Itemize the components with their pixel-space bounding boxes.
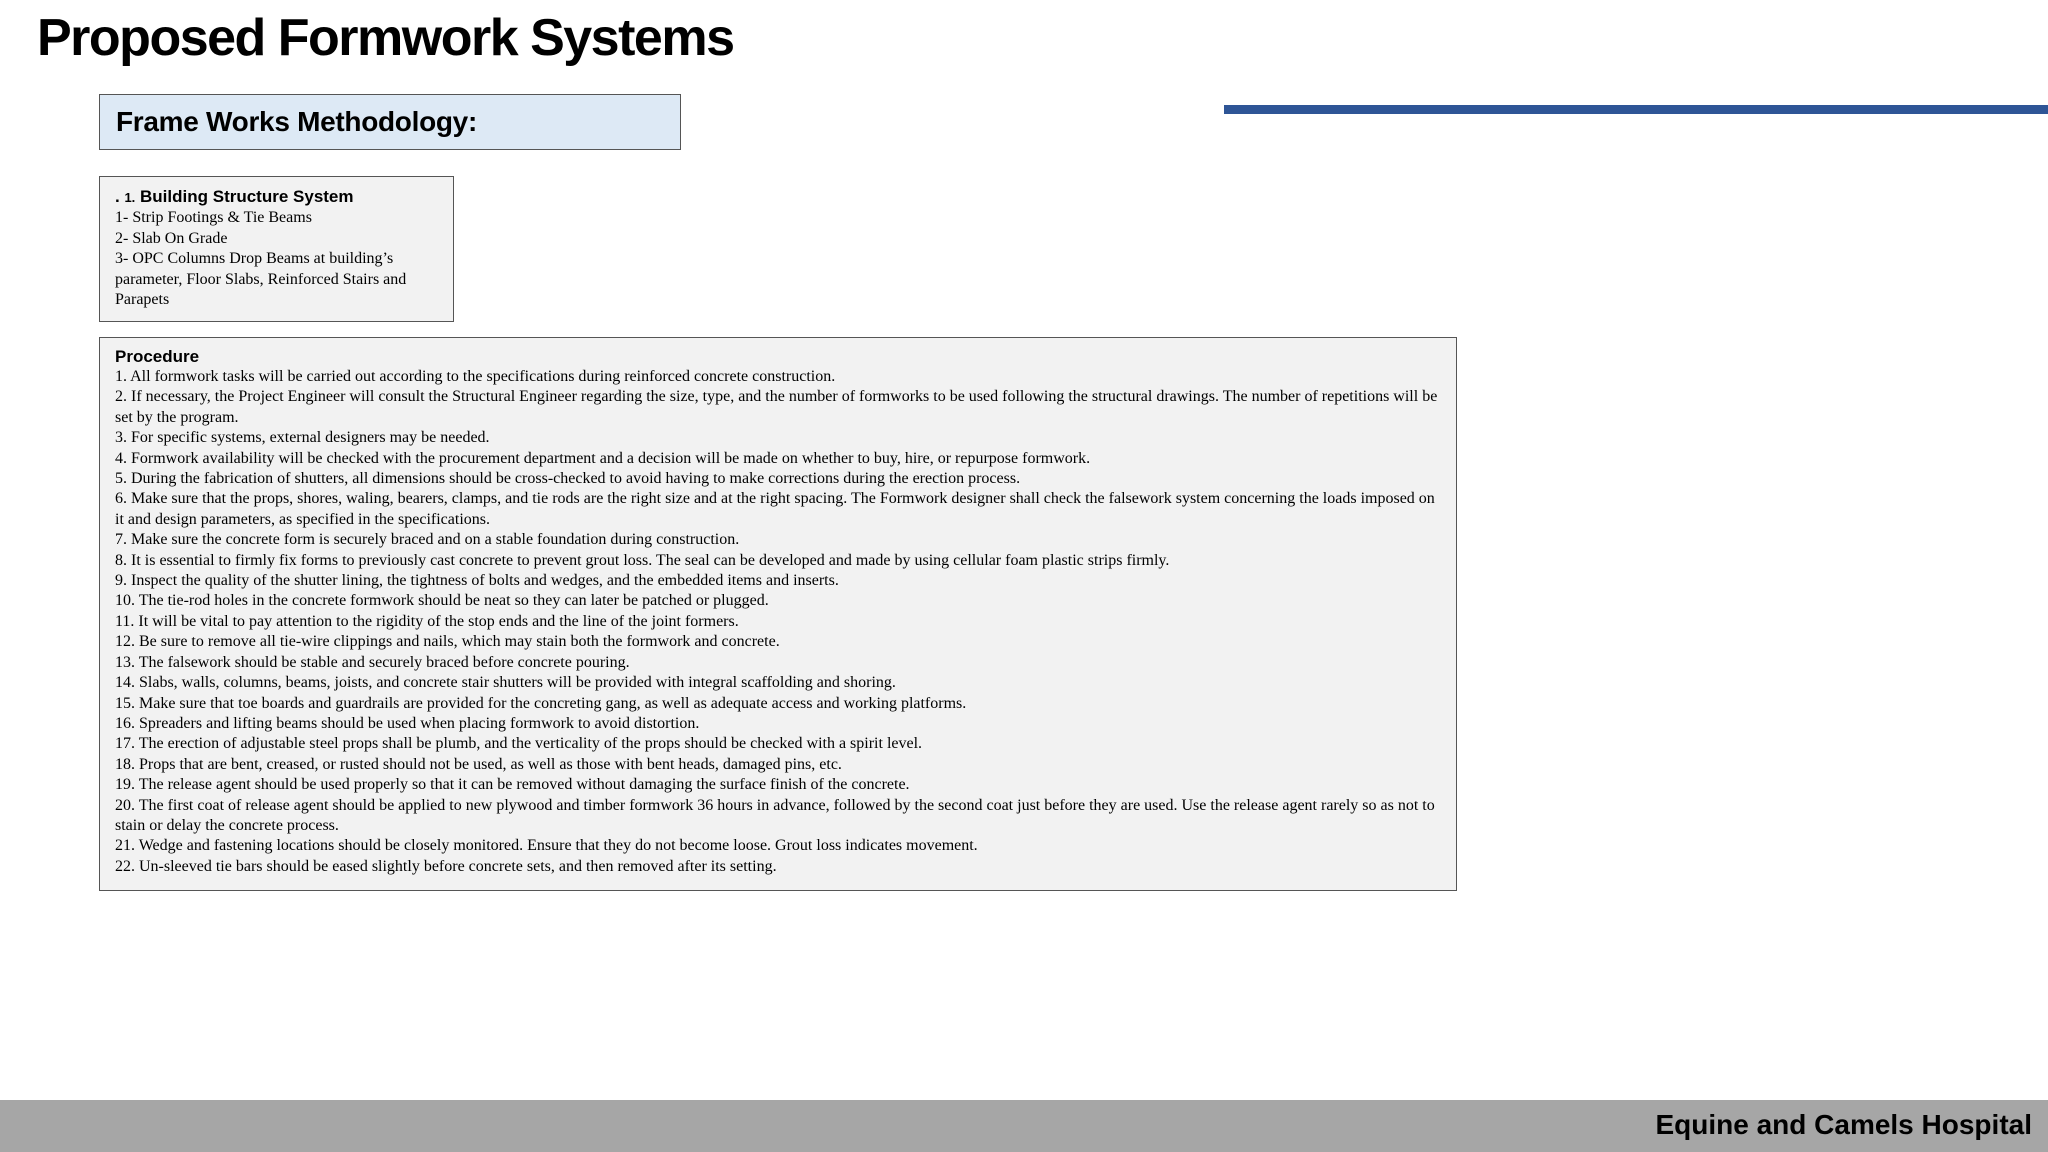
procedure-step: 11. It will be vital to pay attention to the rigidity of the stop ends and the line of the joint formers. <box>115 612 739 630</box>
procedure-step: 14. Slabs, walls, columns, beams, joists, and concrete stair shutters will be provided with integral scaffolding and shoring. <box>115 674 896 692</box>
procedure-step: 15. Make sure that toe boards and guardrails are provided for the concreting gang, as well as adequate access and working platforms. <box>115 694 967 712</box>
building-structure-number: 1. <box>124 190 136 205</box>
procedure-step: 2. If necessary, the Project Engineer will consult the Structural Engineer regarding the size, type, and the number of formworks to be used following the structural drawings. The number of repetitions will be set by the program. <box>115 388 1438 426</box>
building-structure-title: Building Structure System <box>135 187 354 206</box>
page-title: Proposed Formwork Systems <box>37 9 734 67</box>
procedure-step: 22. Un-sleeved tie bars should be eased slightly before concrete sets, and then removed after its setting. <box>115 857 777 875</box>
building-structure-item: 2- Slab On Grade <box>115 229 228 247</box>
procedure-step: 5. During the fabrication of shutters, all dimensions should be cross-checked to avoid having to make corrections during the erection process. <box>115 470 1021 488</box>
methodology-box <box>99 94 681 150</box>
building-structure-prefix: . <box>115 187 125 206</box>
procedure-step: 12. Be sure to remove all tie-wire clippings and nails, which may stain both the formwork and concrete. <box>115 633 780 651</box>
building-structure-list <box>115 208 439 311</box>
procedure-list <box>115 367 1444 877</box>
building-structure-box <box>99 176 454 322</box>
procedure-step: 20. The first coat of release agent should be applied to new plywood and timber formwork 36 hours in advance, followed by the second coat just before they are used. Use the release agent rarely so as not to stain or delay the concrete process. <box>115 796 1435 834</box>
procedure-step: 4. Formwork availability will be checked with the procurement department and a decision will be made on whether to buy, hire, or repurpose formwork. <box>115 449 1091 467</box>
footer-label: Equine and Camels Hospital <box>1655 1109 2032 1140</box>
procedure-box <box>99 337 1457 891</box>
accent-bar <box>1224 105 2048 114</box>
procedure-step: 18. Props that are bent, creased, or rusted should not be used, as well as those with bent heads, damaged pins, etc. <box>115 755 842 773</box>
footer-bar <box>0 1100 2048 1152</box>
procedure-heading: Procedure <box>115 347 200 366</box>
building-structure-item: 3- OPC Columns Drop Beams at building’s parameter, Floor Slabs, Reinforced Stairs and Parapets <box>115 250 407 308</box>
methodology-heading: Frame Works Methodology: <box>116 106 477 137</box>
procedure-step: 17. The erection of adjustable steel props shall be plumb, and the verticality of the props should be checked with a spirit level. <box>115 735 923 753</box>
procedure-step: 19. The release agent should be used properly so that it can be removed without damaging the surface finish of the concrete. <box>115 776 910 794</box>
procedure-step: 9. Inspect the quality of the shutter lining, the tightness of bolts and wedges, and the embedded items and inserts. <box>115 572 839 590</box>
procedure-step: 6. Make sure that the props, shores, waling, bearers, clamps, and tie rods are the right size and at the right spacing. The Formwork designer shall check the falsework system concerning the loads imposed on it and design parameters, as specified in the specifications. <box>115 490 1435 528</box>
procedure-step: 16. Spreaders and lifting beams should be used when placing formwork to avoid distortion. <box>115 714 700 732</box>
procedure-step: 3. For specific systems, external designers may be needed. <box>115 429 490 447</box>
procedure-step: 10. The tie-rod holes in the concrete formwork should be neat so they can later be patched or plugged. <box>115 592 769 610</box>
building-structure-heading <box>115 187 439 208</box>
procedure-step: 1. All formwork tasks will be carried out according to the specifications during reinforced concrete construction. <box>115 368 836 385</box>
procedure-step: 21. Wedge and fastening locations should be closely monitored. Ensure that they do not become loose. Grout loss indicates movement. <box>115 837 978 855</box>
procedure-step: 7. Make sure the concrete form is securely braced and on a stable foundation during construction. <box>115 531 740 549</box>
building-structure-item: 1- Strip Footings & Tie Beams <box>115 209 312 226</box>
procedure-step: 8. It is essential to firmly fix forms to previously cast concrete to prevent grout loss. The seal can be developed and made by using cellular foam plastic strips firmly. <box>115 551 1170 569</box>
procedure-step: 13. The falsework should be stable and securely braced before concrete pouring. <box>115 653 630 671</box>
